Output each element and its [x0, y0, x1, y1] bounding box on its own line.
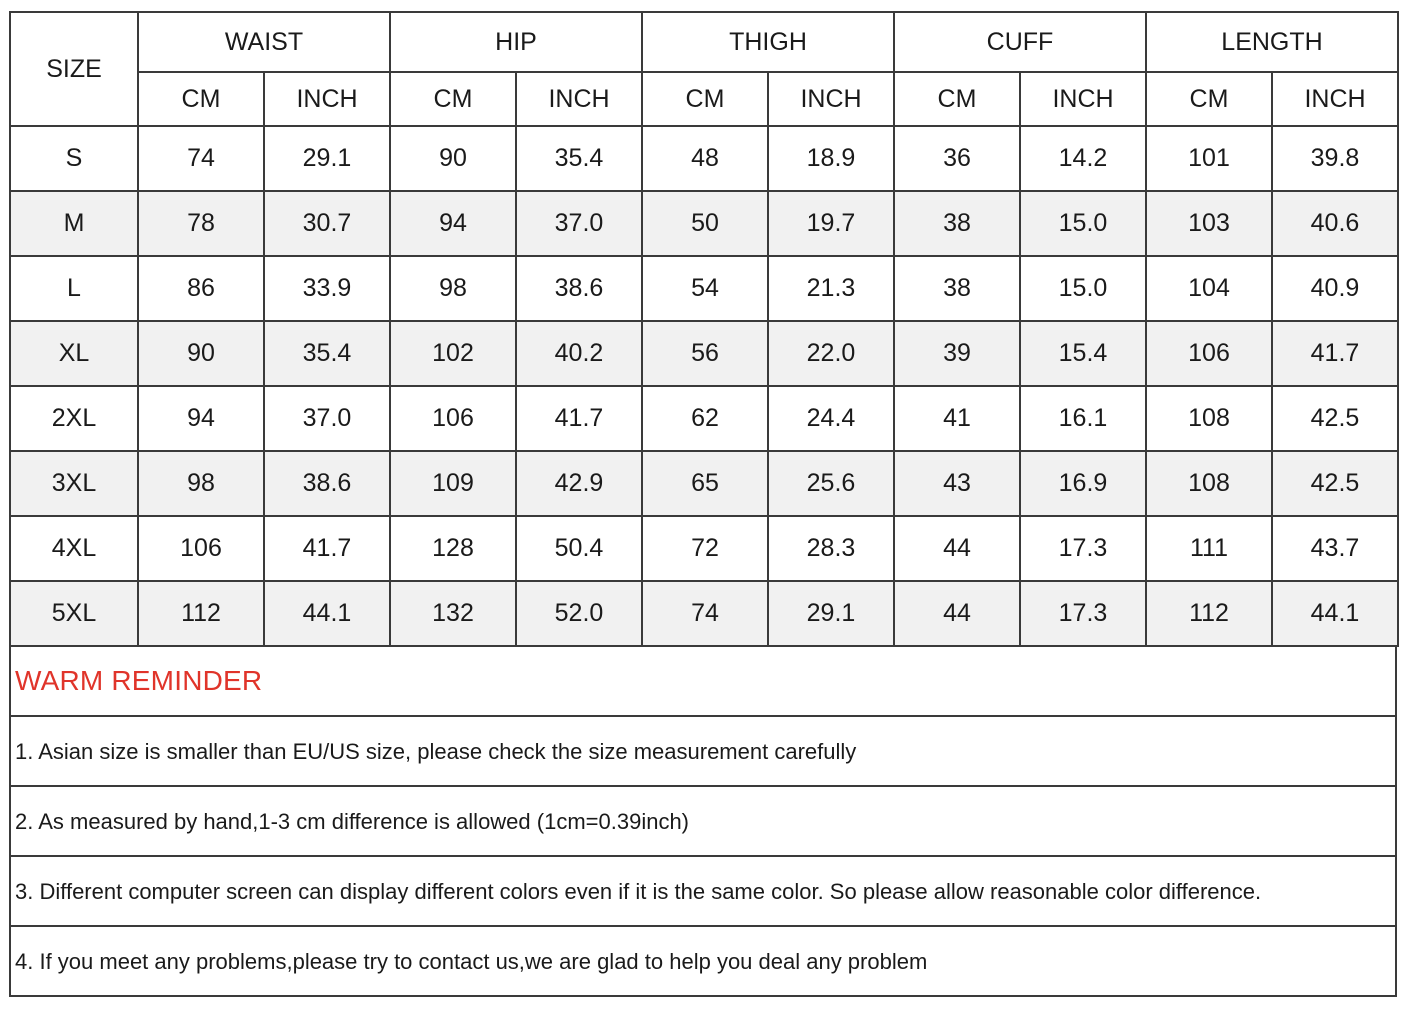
- measurement-cell: 101: [1146, 126, 1272, 191]
- measurement-cell: 29.1: [768, 581, 894, 646]
- measurement-cell: 65: [642, 451, 768, 516]
- measurement-cell: 16.1: [1020, 386, 1146, 451]
- size-table: [9, 11, 1399, 647]
- size-table-body: [10, 126, 1398, 646]
- measurement-cell: 37.0: [516, 191, 642, 256]
- measurement-cell: 56: [642, 321, 768, 386]
- measurement-cell: 108: [1146, 386, 1272, 451]
- measurement-cell: 39: [894, 321, 1020, 386]
- unit-header: INCH: [768, 72, 894, 126]
- measurement-cell: 33.9: [264, 256, 390, 321]
- measurement-cell: 18.9: [768, 126, 894, 191]
- measurement-cell: 44.1: [1272, 581, 1398, 646]
- reminder-note: 1. Asian size is smaller than EU/US size, please check the size measurement carefully: [10, 716, 1396, 786]
- unit-header: CM: [894, 72, 1020, 126]
- size-column-header: SIZE: [10, 12, 138, 126]
- unit-header: INCH: [1272, 72, 1398, 126]
- measurement-cell: 128: [390, 516, 516, 581]
- table-row: [10, 516, 1398, 581]
- group-header-waist: WAIST: [138, 12, 390, 72]
- measurement-cell: 41.7: [264, 516, 390, 581]
- group-header-row: [10, 12, 1398, 72]
- measurement-cell: 38.6: [516, 256, 642, 321]
- measurement-cell: 28.3: [768, 516, 894, 581]
- unit-header: CM: [642, 72, 768, 126]
- size-label-cell: 3XL: [10, 451, 138, 516]
- measurement-cell: 17.3: [1020, 516, 1146, 581]
- unit-header: CM: [138, 72, 264, 126]
- measurement-cell: 42.5: [1272, 386, 1398, 451]
- measurement-cell: 90: [138, 321, 264, 386]
- measurement-cell: 108: [1146, 451, 1272, 516]
- measurement-cell: 74: [642, 581, 768, 646]
- measurement-cell: 94: [390, 191, 516, 256]
- measurement-cell: 14.2: [1020, 126, 1146, 191]
- measurement-cell: 41: [894, 386, 1020, 451]
- size-label-cell: S: [10, 126, 138, 191]
- measurement-cell: 48: [642, 126, 768, 191]
- measurement-cell: 62: [642, 386, 768, 451]
- measurement-cell: 98: [138, 451, 264, 516]
- reminder-note-row: [10, 786, 1396, 856]
- table-row: [10, 256, 1398, 321]
- reminder-title-cell: [10, 646, 1396, 716]
- group-header-cuff: CUFF: [894, 12, 1146, 72]
- group-header-length: LENGTH: [1146, 12, 1398, 72]
- measurement-cell: 29.1: [264, 126, 390, 191]
- unit-header: INCH: [1020, 72, 1146, 126]
- size-label-cell: 5XL: [10, 581, 138, 646]
- measurement-cell: 15.0: [1020, 191, 1146, 256]
- measurement-cell: 37.0: [264, 386, 390, 451]
- table-row: [10, 386, 1398, 451]
- reminder-title: WARM REMINDER: [15, 664, 263, 696]
- reminder-note: 2. As measured by hand,1-3 cm difference is allowed (1cm=0.39inch): [10, 786, 1396, 856]
- measurement-cell: 41.7: [516, 386, 642, 451]
- measurement-cell: 43: [894, 451, 1020, 516]
- measurement-cell: 36: [894, 126, 1020, 191]
- measurement-cell: 15.0: [1020, 256, 1146, 321]
- measurement-cell: 94: [138, 386, 264, 451]
- measurement-cell: 103: [1146, 191, 1272, 256]
- measurement-cell: 50.4: [516, 516, 642, 581]
- measurement-cell: 90: [390, 126, 516, 191]
- measurement-cell: 40.9: [1272, 256, 1398, 321]
- table-row: [10, 191, 1398, 256]
- measurement-cell: 30.7: [264, 191, 390, 256]
- measurement-cell: 38.6: [264, 451, 390, 516]
- measurement-cell: 19.7: [768, 191, 894, 256]
- unit-header: INCH: [516, 72, 642, 126]
- measurement-cell: 72: [642, 516, 768, 581]
- measurement-cell: 78: [138, 191, 264, 256]
- measurement-cell: 42.5: [1272, 451, 1398, 516]
- measurement-cell: 112: [1146, 581, 1272, 646]
- measurement-cell: 98: [390, 256, 516, 321]
- reminder-note-row: [10, 716, 1396, 786]
- measurement-cell: 106: [138, 516, 264, 581]
- measurement-cell: 17.3: [1020, 581, 1146, 646]
- measurement-cell: 106: [1146, 321, 1272, 386]
- reminder-note: 3. Different computer screen can display different colors even if it is the same color. So please allow reasonable color difference.: [10, 856, 1396, 926]
- measurement-cell: 74: [138, 126, 264, 191]
- size-label-cell: 2XL: [10, 386, 138, 451]
- measurement-cell: 132: [390, 581, 516, 646]
- reminder-note-row: [10, 856, 1396, 926]
- reminder-note: 4. If you meet any problems,please try to contact us,we are glad to help you deal any problem: [10, 926, 1396, 996]
- measurement-cell: 86: [138, 256, 264, 321]
- measurement-cell: 25.6: [768, 451, 894, 516]
- measurement-cell: 43.7: [1272, 516, 1398, 581]
- measurement-cell: 24.4: [768, 386, 894, 451]
- measurement-cell: 109: [390, 451, 516, 516]
- measurement-cell: 52.0: [516, 581, 642, 646]
- measurement-cell: 35.4: [516, 126, 642, 191]
- measurement-cell: 38: [894, 256, 1020, 321]
- measurement-cell: 41.7: [1272, 321, 1398, 386]
- table-row: [10, 126, 1398, 191]
- measurement-cell: 54: [642, 256, 768, 321]
- measurement-cell: 40.6: [1272, 191, 1398, 256]
- warm-reminder-section: [9, 645, 1397, 997]
- measurement-cell: 111: [1146, 516, 1272, 581]
- measurement-cell: 22.0: [768, 321, 894, 386]
- measurement-cell: 112: [138, 581, 264, 646]
- measurement-cell: 35.4: [264, 321, 390, 386]
- unit-header: CM: [390, 72, 516, 126]
- group-header-hip: HIP: [390, 12, 642, 72]
- measurement-cell: 102: [390, 321, 516, 386]
- size-label-cell: XL: [10, 321, 138, 386]
- size-label-cell: M: [10, 191, 138, 256]
- unit-header: INCH: [264, 72, 390, 126]
- measurement-cell: 106: [390, 386, 516, 451]
- group-header-thigh: THIGH: [642, 12, 894, 72]
- measurement-cell: 21.3: [768, 256, 894, 321]
- measurement-cell: 15.4: [1020, 321, 1146, 386]
- size-label-cell: 4XL: [10, 516, 138, 581]
- measurement-cell: 38: [894, 191, 1020, 256]
- measurement-cell: 40.2: [516, 321, 642, 386]
- size-chart: [9, 11, 1397, 997]
- measurement-cell: 50: [642, 191, 768, 256]
- table-row: [10, 321, 1398, 386]
- measurement-cell: 104: [1146, 256, 1272, 321]
- measurement-cell: 39.8: [1272, 126, 1398, 191]
- measurement-cell: 44: [894, 581, 1020, 646]
- unit-header: CM: [1146, 72, 1272, 126]
- measurement-cell: 44.1: [264, 581, 390, 646]
- unit-header-row: [10, 72, 1398, 126]
- measurement-cell: 16.9: [1020, 451, 1146, 516]
- size-label-cell: L: [10, 256, 138, 321]
- table-row: [10, 451, 1398, 516]
- measurement-cell: 44: [894, 516, 1020, 581]
- table-row: [10, 581, 1398, 646]
- measurement-cell: 42.9: [516, 451, 642, 516]
- reminder-note-row: [10, 926, 1396, 996]
